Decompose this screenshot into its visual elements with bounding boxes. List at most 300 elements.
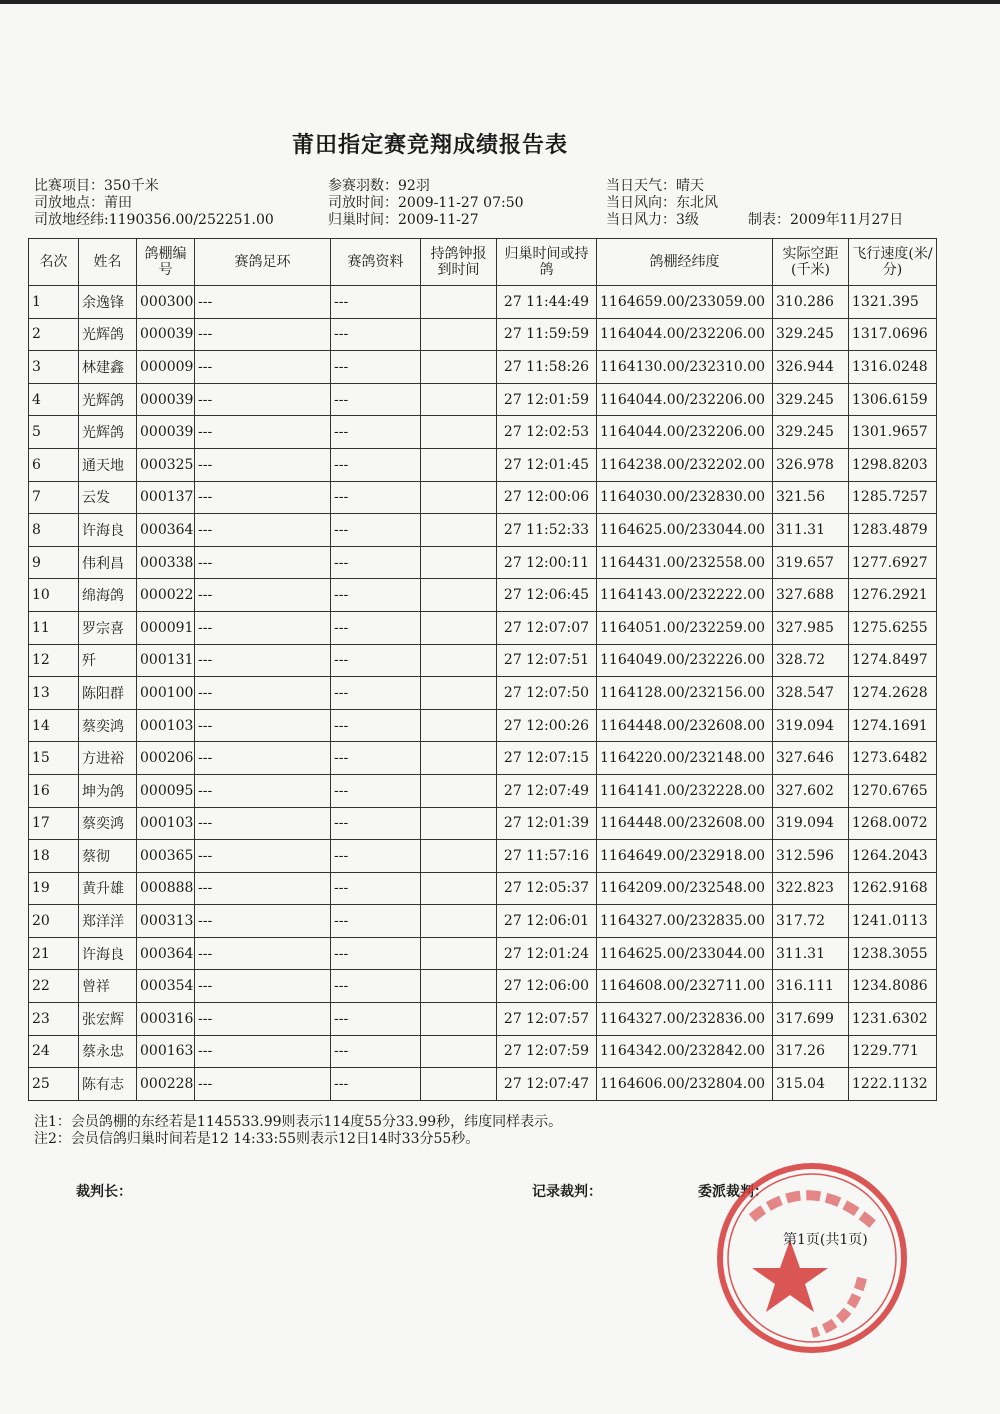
cell-arrival-time: 27 11:59:59 bbox=[497, 318, 597, 351]
cell-coords: 1164030.00/232830.00 bbox=[597, 481, 773, 514]
header-loft-id: 鸽棚编号 bbox=[137, 239, 195, 286]
cell-rank: 20 bbox=[29, 905, 79, 938]
cell-ring: --- bbox=[195, 383, 331, 416]
cell-ring: --- bbox=[195, 905, 331, 938]
cell-loft-id: 000100 bbox=[137, 677, 195, 710]
cell-name: 林建鑫 bbox=[79, 351, 137, 384]
meta-race-distance: 比赛项目：350千米 bbox=[34, 178, 159, 194]
cell-clock-time bbox=[421, 709, 497, 742]
cell-loft-id: 000354 bbox=[137, 970, 195, 1003]
header-speed: 飞行速度(米/分) bbox=[849, 239, 937, 286]
cell-pigeon-info: --- bbox=[331, 546, 421, 579]
table-row bbox=[29, 644, 937, 677]
cell-name: 伟利昌 bbox=[79, 546, 137, 579]
cell-rank: 9 bbox=[29, 546, 79, 579]
cell-pigeon-info: --- bbox=[331, 970, 421, 1003]
page-number: 第1页(共1页) bbox=[783, 1232, 868, 1248]
cell-distance: 319.657 bbox=[773, 546, 849, 579]
cell-clock-time bbox=[421, 937, 497, 970]
cell-loft-id: 000316 bbox=[137, 1003, 195, 1036]
cell-speed: 1270.6765 bbox=[849, 774, 937, 807]
note-1: 注1：会员鸽棚的东经若是1145533.99则表示114度55分33.99秒，纬度同样表示。 bbox=[34, 1114, 563, 1130]
cell-speed: 1231.6302 bbox=[849, 1003, 937, 1036]
cell-pigeon-info: --- bbox=[331, 709, 421, 742]
cell-clock-time bbox=[421, 807, 497, 840]
cell-rank: 2 bbox=[29, 318, 79, 351]
cell-loft-id: 000338 bbox=[137, 546, 195, 579]
cell-distance: 328.72 bbox=[773, 644, 849, 677]
header-pigeon-info: 赛鸽资料 bbox=[331, 239, 421, 286]
cell-distance: 317.72 bbox=[773, 905, 849, 938]
table-row bbox=[29, 709, 937, 742]
cell-ring: --- bbox=[195, 742, 331, 775]
cell-pigeon-info: --- bbox=[331, 514, 421, 547]
cell-coords: 1164625.00/233044.00 bbox=[597, 514, 773, 547]
cell-ring: --- bbox=[195, 514, 331, 547]
table-header-row bbox=[29, 239, 937, 286]
cell-ring: --- bbox=[195, 840, 331, 873]
header-rank: 名次 bbox=[29, 239, 79, 286]
cell-rank: 22 bbox=[29, 970, 79, 1003]
cell-distance: 329.245 bbox=[773, 383, 849, 416]
table-row bbox=[29, 546, 937, 579]
cell-speed: 1298.8203 bbox=[849, 448, 937, 481]
cell-pigeon-info: --- bbox=[331, 807, 421, 840]
cell-loft-id: 000039 bbox=[137, 318, 195, 351]
table-row bbox=[29, 514, 937, 547]
cell-name: 云发 bbox=[79, 481, 137, 514]
cell-coords: 1164044.00/232206.00 bbox=[597, 383, 773, 416]
cell-clock-time bbox=[421, 970, 497, 1003]
cell-distance: 317.26 bbox=[773, 1035, 849, 1068]
cell-pigeon-info: --- bbox=[331, 448, 421, 481]
cell-speed: 1273.6482 bbox=[849, 742, 937, 775]
cell-pigeon-info: --- bbox=[331, 937, 421, 970]
table-row bbox=[29, 481, 937, 514]
cell-clock-time bbox=[421, 840, 497, 873]
cell-distance: 316.111 bbox=[773, 970, 849, 1003]
notes bbox=[34, 1114, 562, 1148]
table-row bbox=[29, 1003, 937, 1036]
meta-wind-direction: 当日风向：东北风 bbox=[606, 195, 718, 211]
cell-ring: --- bbox=[195, 970, 331, 1003]
cell-name: 通天地 bbox=[79, 448, 137, 481]
cell-clock-time bbox=[421, 579, 497, 612]
cell-distance: 329.245 bbox=[773, 318, 849, 351]
cell-pigeon-info: --- bbox=[331, 905, 421, 938]
cell-arrival-time: 27 11:52:33 bbox=[497, 514, 597, 547]
table-row bbox=[29, 611, 937, 644]
cell-clock-time bbox=[421, 286, 497, 319]
cell-distance: 319.094 bbox=[773, 709, 849, 742]
cell-arrival-time: 27 12:02:53 bbox=[497, 416, 597, 449]
cell-name: 郑洋洋 bbox=[79, 905, 137, 938]
cell-clock-time bbox=[421, 416, 497, 449]
table-row bbox=[29, 872, 937, 905]
meta-entry-count: 参赛羽数：92羽 bbox=[328, 178, 430, 194]
cell-pigeon-info: --- bbox=[331, 286, 421, 319]
cell-pigeon-info: --- bbox=[331, 742, 421, 775]
cell-arrival-time: 27 12:07:57 bbox=[497, 1003, 597, 1036]
table-row bbox=[29, 1035, 937, 1068]
cell-clock-time bbox=[421, 318, 497, 351]
cell-rank: 13 bbox=[29, 677, 79, 710]
cell-arrival-time: 27 12:07:51 bbox=[497, 644, 597, 677]
cell-clock-time bbox=[421, 611, 497, 644]
cell-speed: 1222.1132 bbox=[849, 1068, 937, 1101]
cell-distance: 311.31 bbox=[773, 514, 849, 547]
meta-return-time: 归巢时间：2009-11-27 bbox=[328, 212, 479, 228]
cell-name: 歼 bbox=[79, 644, 137, 677]
cell-rank: 25 bbox=[29, 1068, 79, 1101]
cell-speed: 1268.0072 bbox=[849, 807, 937, 840]
meta-release-place: 司放地点：莆田 bbox=[34, 195, 132, 211]
cell-coords: 1164238.00/232202.00 bbox=[597, 448, 773, 481]
cell-ring: --- bbox=[195, 448, 331, 481]
cell-loft-id: 000039 bbox=[137, 383, 195, 416]
cell-name: 余逸锋 bbox=[79, 286, 137, 319]
table-row bbox=[29, 286, 937, 319]
cell-pigeon-info: --- bbox=[331, 872, 421, 905]
cell-name: 曾祥 bbox=[79, 970, 137, 1003]
cell-rank: 4 bbox=[29, 383, 79, 416]
cell-ring: --- bbox=[195, 611, 331, 644]
cell-rank: 1 bbox=[29, 286, 79, 319]
cell-coords: 1164044.00/232206.00 bbox=[597, 416, 773, 449]
chief-referee-label: 裁判长： bbox=[76, 1184, 132, 1200]
cell-pigeon-info: --- bbox=[331, 1068, 421, 1101]
cell-coords: 1164431.00/232558.00 bbox=[597, 546, 773, 579]
cell-clock-time bbox=[421, 383, 497, 416]
cell-coords: 1164659.00/233059.00 bbox=[597, 286, 773, 319]
cell-name: 张宏辉 bbox=[79, 1003, 137, 1036]
cell-loft-id: 000039 bbox=[137, 416, 195, 449]
cell-loft-id: 000137 bbox=[137, 481, 195, 514]
meta-column-2 bbox=[328, 178, 524, 229]
cell-pigeon-info: --- bbox=[331, 481, 421, 514]
cell-coords: 1164044.00/232206.00 bbox=[597, 318, 773, 351]
table-body bbox=[29, 286, 937, 1101]
cell-clock-time bbox=[421, 774, 497, 807]
cell-rank: 17 bbox=[29, 807, 79, 840]
cell-ring: --- bbox=[195, 872, 331, 905]
cell-distance: 326.978 bbox=[773, 448, 849, 481]
cell-ring: --- bbox=[195, 807, 331, 840]
cell-speed: 1238.3055 bbox=[849, 937, 937, 970]
cell-clock-time bbox=[421, 1035, 497, 1068]
cell-arrival-time: 27 12:00:06 bbox=[497, 481, 597, 514]
cell-speed: 1301.9657 bbox=[849, 416, 937, 449]
cell-loft-id: 000163 bbox=[137, 1035, 195, 1068]
official-seal-icon bbox=[712, 1158, 912, 1358]
table-row bbox=[29, 351, 937, 384]
meta-wind-force: 当日风力：3级 bbox=[606, 212, 699, 228]
cell-loft-id: 000103 bbox=[137, 709, 195, 742]
cell-name: 蔡奕鸿 bbox=[79, 807, 137, 840]
cell-arrival-time: 27 12:06:00 bbox=[497, 970, 597, 1003]
cell-distance: 327.602 bbox=[773, 774, 849, 807]
header-distance: 实际空距(千米) bbox=[773, 239, 849, 286]
table-row bbox=[29, 742, 937, 775]
cell-pigeon-info: --- bbox=[331, 383, 421, 416]
cell-rank: 21 bbox=[29, 937, 79, 970]
cell-ring: --- bbox=[195, 709, 331, 742]
cell-clock-time bbox=[421, 677, 497, 710]
cell-arrival-time: 27 12:01:24 bbox=[497, 937, 597, 970]
cell-ring: --- bbox=[195, 1003, 331, 1036]
cell-rank: 11 bbox=[29, 611, 79, 644]
header-name: 姓名 bbox=[79, 239, 137, 286]
cell-distance: 322.823 bbox=[773, 872, 849, 905]
table-row bbox=[29, 840, 937, 873]
cell-coords: 1164448.00/232608.00 bbox=[597, 807, 773, 840]
cell-coords: 1164327.00/232836.00 bbox=[597, 1003, 773, 1036]
cell-clock-time bbox=[421, 448, 497, 481]
cell-speed: 1274.2628 bbox=[849, 677, 937, 710]
cell-clock-time bbox=[421, 644, 497, 677]
cell-rank: 16 bbox=[29, 774, 79, 807]
cell-rank: 18 bbox=[29, 840, 79, 873]
cell-coords: 1164049.00/232226.00 bbox=[597, 644, 773, 677]
cell-clock-time bbox=[421, 351, 497, 384]
cell-clock-time bbox=[421, 481, 497, 514]
cell-clock-time bbox=[421, 742, 497, 775]
cell-coords: 1164327.00/232835.00 bbox=[597, 905, 773, 938]
cell-ring: --- bbox=[195, 318, 331, 351]
cell-coords: 1164606.00/232804.00 bbox=[597, 1068, 773, 1101]
cell-speed: 1283.4879 bbox=[849, 514, 937, 547]
cell-rank: 8 bbox=[29, 514, 79, 547]
cell-speed: 1274.8497 bbox=[849, 644, 937, 677]
cell-loft-id: 000103 bbox=[137, 807, 195, 840]
cell-name: 罗宗喜 bbox=[79, 611, 137, 644]
meta-column-3 bbox=[606, 178, 718, 229]
cell-arrival-time: 27 11:57:16 bbox=[497, 840, 597, 873]
cell-pigeon-info: --- bbox=[331, 677, 421, 710]
cell-pigeon-info: --- bbox=[331, 351, 421, 384]
meta-release-coords: 司放地经纬:1190356.00/252251.00 bbox=[34, 212, 274, 228]
cell-coords: 1164649.00/232918.00 bbox=[597, 840, 773, 873]
page-title: 莆田指定赛竞翔成绩报告表 bbox=[291, 132, 568, 158]
cell-arrival-time: 27 12:00:11 bbox=[497, 546, 597, 579]
cell-name: 蔡永忠 bbox=[79, 1035, 137, 1068]
cell-loft-id: 000364 bbox=[137, 514, 195, 547]
cell-ring: --- bbox=[195, 286, 331, 319]
cell-coords: 1164128.00/232156.00 bbox=[597, 677, 773, 710]
cell-distance: 329.245 bbox=[773, 416, 849, 449]
meta-made-date: 制表：2009年11月27日 bbox=[748, 212, 904, 228]
cell-speed: 1276.2921 bbox=[849, 579, 937, 612]
cell-speed: 1277.6927 bbox=[849, 546, 937, 579]
header-arrival-time: 归巢时间或持鸽 bbox=[497, 239, 597, 286]
cell-arrival-time: 27 12:07:59 bbox=[497, 1035, 597, 1068]
cell-coords: 1164342.00/232842.00 bbox=[597, 1035, 773, 1068]
cell-name: 方进裕 bbox=[79, 742, 137, 775]
cell-ring: --- bbox=[195, 351, 331, 384]
cell-name: 蔡奕鸿 bbox=[79, 709, 137, 742]
table-row bbox=[29, 383, 937, 416]
cell-name: 陈阳群 bbox=[79, 677, 137, 710]
cell-loft-id: 000888 bbox=[137, 872, 195, 905]
cell-pigeon-info: --- bbox=[331, 579, 421, 612]
cell-name: 绵海鸽 bbox=[79, 579, 137, 612]
cell-speed: 1234.8086 bbox=[849, 970, 937, 1003]
table-row bbox=[29, 416, 937, 449]
cell-coords: 1164608.00/232711.00 bbox=[597, 970, 773, 1003]
table-row bbox=[29, 448, 937, 481]
top-border-line bbox=[0, 0, 1000, 4]
cell-distance: 310.286 bbox=[773, 286, 849, 319]
header-ring: 赛鸽足环 bbox=[195, 239, 331, 286]
cell-ring: --- bbox=[195, 1035, 331, 1068]
cell-ring: --- bbox=[195, 546, 331, 579]
cell-arrival-time: 27 12:05:37 bbox=[497, 872, 597, 905]
cell-arrival-time: 27 12:00:26 bbox=[497, 709, 597, 742]
cell-loft-id: 000228 bbox=[137, 1068, 195, 1101]
cell-name: 光辉鸽 bbox=[79, 383, 137, 416]
cell-arrival-time: 27 12:07:47 bbox=[497, 1068, 597, 1101]
cell-arrival-time: 27 11:58:26 bbox=[497, 351, 597, 384]
cell-distance: 319.094 bbox=[773, 807, 849, 840]
cell-speed: 1285.7257 bbox=[849, 481, 937, 514]
cell-loft-id: 000009 bbox=[137, 351, 195, 384]
cell-rank: 5 bbox=[29, 416, 79, 449]
cell-distance: 327.985 bbox=[773, 611, 849, 644]
cell-rank: 23 bbox=[29, 1003, 79, 1036]
cell-arrival-time: 27 12:06:45 bbox=[497, 579, 597, 612]
cell-clock-time bbox=[421, 1003, 497, 1036]
cell-clock-time bbox=[421, 514, 497, 547]
cell-rank: 6 bbox=[29, 448, 79, 481]
cell-coords: 1164141.00/232228.00 bbox=[597, 774, 773, 807]
cell-clock-time bbox=[421, 546, 497, 579]
cell-distance: 311.31 bbox=[773, 937, 849, 970]
cell-coords: 1164448.00/232608.00 bbox=[597, 709, 773, 742]
cell-rank: 10 bbox=[29, 579, 79, 612]
cell-ring: --- bbox=[195, 774, 331, 807]
cell-coords: 1164220.00/232148.00 bbox=[597, 742, 773, 775]
cell-rank: 12 bbox=[29, 644, 79, 677]
note-2: 注2：会员信鸽归巢时间若是12 14:33:55则表示12日14时33分55秒。 bbox=[34, 1131, 480, 1147]
cell-loft-id: 000131 bbox=[137, 644, 195, 677]
cell-rank: 15 bbox=[29, 742, 79, 775]
cell-rank: 7 bbox=[29, 481, 79, 514]
cell-loft-id: 000206 bbox=[137, 742, 195, 775]
cell-speed: 1262.9168 bbox=[849, 872, 937, 905]
cell-loft-id: 000095 bbox=[137, 774, 195, 807]
cell-ring: --- bbox=[195, 416, 331, 449]
recording-referee-label: 记录裁判： bbox=[532, 1184, 602, 1200]
cell-arrival-time: 27 12:06:01 bbox=[497, 905, 597, 938]
cell-rank: 3 bbox=[29, 351, 79, 384]
header-clock-time: 持鸽钟报到时间 bbox=[421, 239, 497, 286]
cell-speed: 1316.0248 bbox=[849, 351, 937, 384]
cell-speed: 1306.6159 bbox=[849, 383, 937, 416]
cell-coords: 1164130.00/232310.00 bbox=[597, 351, 773, 384]
cell-clock-time bbox=[421, 905, 497, 938]
cell-name: 蔡彻 bbox=[79, 840, 137, 873]
cell-loft-id: 000091 bbox=[137, 611, 195, 644]
cell-coords: 1164051.00/232259.00 bbox=[597, 611, 773, 644]
table-row bbox=[29, 774, 937, 807]
table-row bbox=[29, 807, 937, 840]
cell-distance: 321.56 bbox=[773, 481, 849, 514]
cell-ring: --- bbox=[195, 579, 331, 612]
cell-pigeon-info: --- bbox=[331, 1003, 421, 1036]
cell-pigeon-info: --- bbox=[331, 774, 421, 807]
cell-ring: --- bbox=[195, 644, 331, 677]
cell-distance: 326.944 bbox=[773, 351, 849, 384]
cell-clock-time bbox=[421, 1068, 497, 1101]
table-row bbox=[29, 905, 937, 938]
cell-ring: --- bbox=[195, 1068, 331, 1101]
meta-release-time: 司放时间：2009-11-27 07:50 bbox=[328, 195, 524, 211]
cell-speed: 1321.395 bbox=[849, 286, 937, 319]
cell-speed: 1317.0696 bbox=[849, 318, 937, 351]
cell-coords: 1164143.00/232222.00 bbox=[597, 579, 773, 612]
cell-loft-id: 000313 bbox=[137, 905, 195, 938]
table-row bbox=[29, 970, 937, 1003]
cell-arrival-time: 27 12:01:45 bbox=[497, 448, 597, 481]
cell-rank: 14 bbox=[29, 709, 79, 742]
cell-name: 许海良 bbox=[79, 937, 137, 970]
table-row bbox=[29, 937, 937, 970]
cell-ring: --- bbox=[195, 937, 331, 970]
cell-rank: 19 bbox=[29, 872, 79, 905]
cell-loft-id: 000364 bbox=[137, 937, 195, 970]
cell-name: 陈有志 bbox=[79, 1068, 137, 1101]
table-row bbox=[29, 579, 937, 612]
cell-pigeon-info: --- bbox=[331, 1035, 421, 1068]
appointed-referee-label: 委派裁判： bbox=[698, 1184, 768, 1200]
cell-rank: 24 bbox=[29, 1035, 79, 1068]
cell-arrival-time: 27 12:07:15 bbox=[497, 742, 597, 775]
table-row bbox=[29, 677, 937, 710]
cell-coords: 1164209.00/232548.00 bbox=[597, 872, 773, 905]
cell-arrival-time: 27 12:07:07 bbox=[497, 611, 597, 644]
cell-name: 黄升雄 bbox=[79, 872, 137, 905]
cell-distance: 315.04 bbox=[773, 1068, 849, 1101]
cell-speed: 1274.1691 bbox=[849, 709, 937, 742]
table-row bbox=[29, 1068, 937, 1101]
cell-pigeon-info: --- bbox=[331, 840, 421, 873]
cell-loft-id: 000022 bbox=[137, 579, 195, 612]
cell-ring: --- bbox=[195, 677, 331, 710]
cell-pigeon-info: --- bbox=[331, 644, 421, 677]
cell-arrival-time: 27 12:01:59 bbox=[497, 383, 597, 416]
cell-name: 坤为鸽 bbox=[79, 774, 137, 807]
cell-arrival-time: 27 12:07:49 bbox=[497, 774, 597, 807]
cell-speed: 1229.771 bbox=[849, 1035, 937, 1068]
cell-distance: 312.596 bbox=[773, 840, 849, 873]
cell-loft-id: 000325 bbox=[137, 448, 195, 481]
cell-name: 光辉鸽 bbox=[79, 318, 137, 351]
cell-loft-id: 000365 bbox=[137, 840, 195, 873]
cell-distance: 327.688 bbox=[773, 579, 849, 612]
meta-weather: 当日天气：晴天 bbox=[606, 178, 704, 194]
cell-clock-time bbox=[421, 872, 497, 905]
cell-arrival-time: 27 11:44:49 bbox=[497, 286, 597, 319]
cell-coords: 1164625.00/233044.00 bbox=[597, 937, 773, 970]
cell-distance: 317.699 bbox=[773, 1003, 849, 1036]
meta-column-1 bbox=[34, 178, 274, 229]
cell-loft-id: 000300 bbox=[137, 286, 195, 319]
cell-pigeon-info: --- bbox=[331, 416, 421, 449]
cell-speed: 1275.6255 bbox=[849, 611, 937, 644]
cell-arrival-time: 27 12:07:50 bbox=[497, 677, 597, 710]
results-table bbox=[28, 238, 937, 1101]
cell-distance: 327.646 bbox=[773, 742, 849, 775]
